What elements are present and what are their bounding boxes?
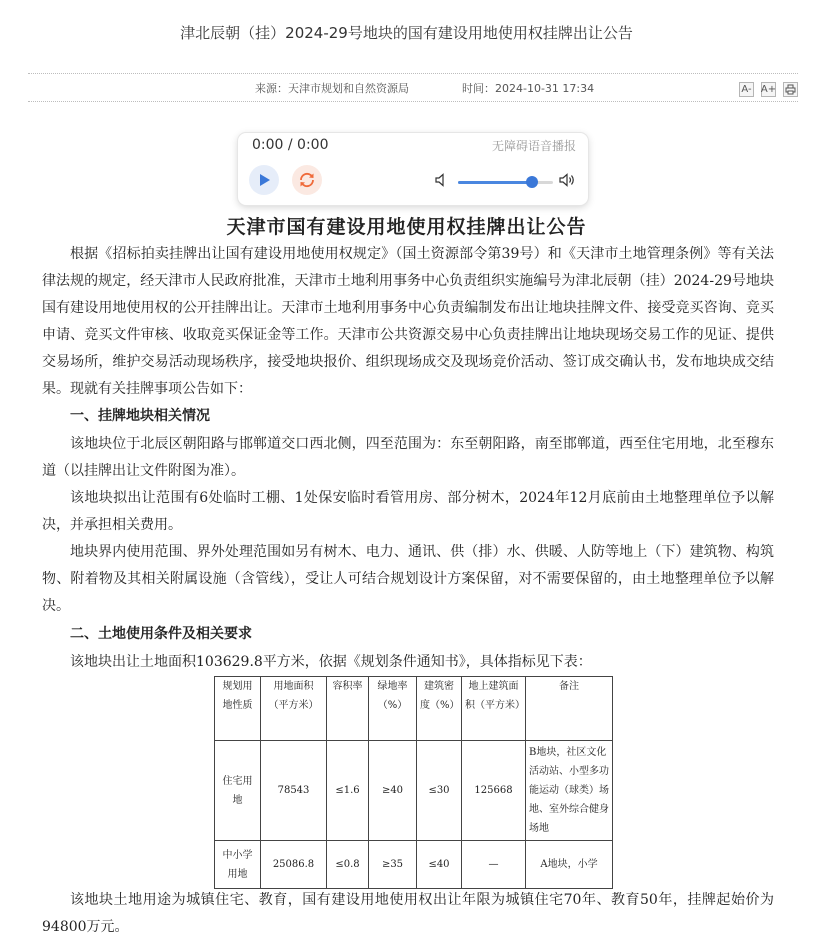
table-cell: 125668 <box>462 741 526 841</box>
player-time: 0:00 / 0:00 <box>252 137 329 153</box>
table-cell: 中小学用地 <box>215 841 261 889</box>
table-cell-note: A地块，小学 <box>526 841 613 889</box>
divider-top <box>28 73 798 74</box>
section-1-paragraph-3: 地块界内使用范围、界外处理范围如另有树木、电力、通讯、供（排）水、供暖、人防等地上（下）建筑物、构筑物、附着物及其相关附属设施（含管线），受让人可结合规划设计方案保留，对不需要保留的，由土地整理单位予以解决。 <box>42 544 774 614</box>
table-cell: ≤30 <box>417 741 462 841</box>
table-cell: ≤40 <box>417 841 462 889</box>
volume-slider[interactable] <box>458 181 553 184</box>
volume-icon[interactable] <box>559 173 577 187</box>
mute-icon[interactable] <box>435 173 449 187</box>
print-icon <box>785 84 796 95</box>
section-1-title: 一、挂牌地块相关情况 <box>70 408 210 424</box>
table-row <box>215 741 613 841</box>
play-button[interactable] <box>249 165 279 195</box>
table-header: 备注 <box>526 677 613 741</box>
table-header: 绿地率（%） <box>369 677 417 741</box>
accessibility-voice-label: 无障碍语音播报 <box>491 139 576 153</box>
article-title: 津北辰朝（挂）2024-29号地块的国有建设用地使用权挂牌出让公告 <box>180 24 633 42</box>
intro-paragraph: 根据《招标拍卖挂牌出让国有建设用地使用权规定》（国土资源部令第39号）和《天津市土地管理条例》等有关法律法规的规定，经天津市人民政府批准，天津市土地利用事务中心负责组织实施编号为津北辰朝（挂）2024-29号地块国有建设用地使用权的公开挂牌出让。天津市土地利用事务中心负责编制发布出让地块挂牌文件、接受竞买咨询、竞买申请、竞买文件审核、收取竞买保证金等工作。天津市公共资源交易中心负责挂牌出让地块现场交易工作的见证、提供交易场所，维护交易活动现场秩序，接受地块报价、组织现场成交及现场竞价活动、签订成交确认书，发布地块成交结果。现就有关挂牌事项公告如下： <box>42 246 774 397</box>
planning-indicators-table <box>214 676 613 889</box>
section-2-paragraph-2: 该地块土地用途为城镇住宅、教育，国有建设用地使用权出让年限为城镇住宅70年、教育50年，挂牌起始价为94800万元。 <box>42 892 774 935</box>
loop-icon <box>298 171 316 189</box>
section-1-paragraph-2: 该地块拟出让范围有6处临时工棚、1处保安临时看管用房、部分树木，2024年12月底前由土地整理单位予以解决，并承担相关费用。 <box>42 490 774 533</box>
font-decrease-button[interactable]: A- <box>739 82 754 97</box>
table-cell: ≤1.6 <box>327 741 369 841</box>
table-cell: 78543 <box>261 741 327 841</box>
table-header: 规划用地性质 <box>215 677 261 741</box>
table-header: 用地面积（平方米） <box>261 677 327 741</box>
section-1-paragraph-1: 该地块位于北辰区朝阳路与邯郸道交口西北侧，四至范围为：东至朝阳路，南至邯郸道，西至住宅用地，北至穆东道（以挂牌出让文件附图为准）。 <box>42 436 774 479</box>
table-header: 容积率 <box>327 677 369 741</box>
table-cell: 25086.8 <box>261 841 327 889</box>
table-row <box>215 841 613 889</box>
table-header-row <box>215 677 613 741</box>
section-2-paragraph-1: 该地块出让土地面积103629.8平方米，依据《规划条件通知书》，具体指标见下表： <box>70 654 592 670</box>
divider-bottom <box>28 101 798 102</box>
loop-button[interactable] <box>292 165 322 195</box>
audio-player <box>238 133 588 205</box>
volume-slider-handle[interactable] <box>526 176 538 188</box>
article-source: 来源：天津市规划和自然资源局 <box>255 82 409 95</box>
article-time: 时间：2024-10-31 17:34 <box>462 82 595 95</box>
notice-heading: 天津市国有建设用地使用权挂牌出让公告 <box>226 216 587 238</box>
table-cell: ≥35 <box>369 841 417 889</box>
font-increase-button[interactable]: A+ <box>760 84 777 95</box>
table-header: 建筑密度（%） <box>417 677 462 741</box>
table-header: 地上建筑面积（平方米） <box>462 677 526 741</box>
table-cell: — <box>462 841 526 889</box>
volume-slider-fill <box>458 181 532 184</box>
section-2-title: 二、土地使用条件及相关要求 <box>70 626 252 642</box>
table-cell: ≤0.8 <box>327 841 369 889</box>
table-cell-note: B地块，社区文化活动站、小型多功能运动（球类）场地、室外综合健身场地 <box>526 741 613 841</box>
print-button[interactable] <box>783 82 798 97</box>
table-cell: ≥40 <box>369 741 417 841</box>
table-cell: 住宅用地 <box>215 741 261 841</box>
play-icon <box>257 173 271 187</box>
